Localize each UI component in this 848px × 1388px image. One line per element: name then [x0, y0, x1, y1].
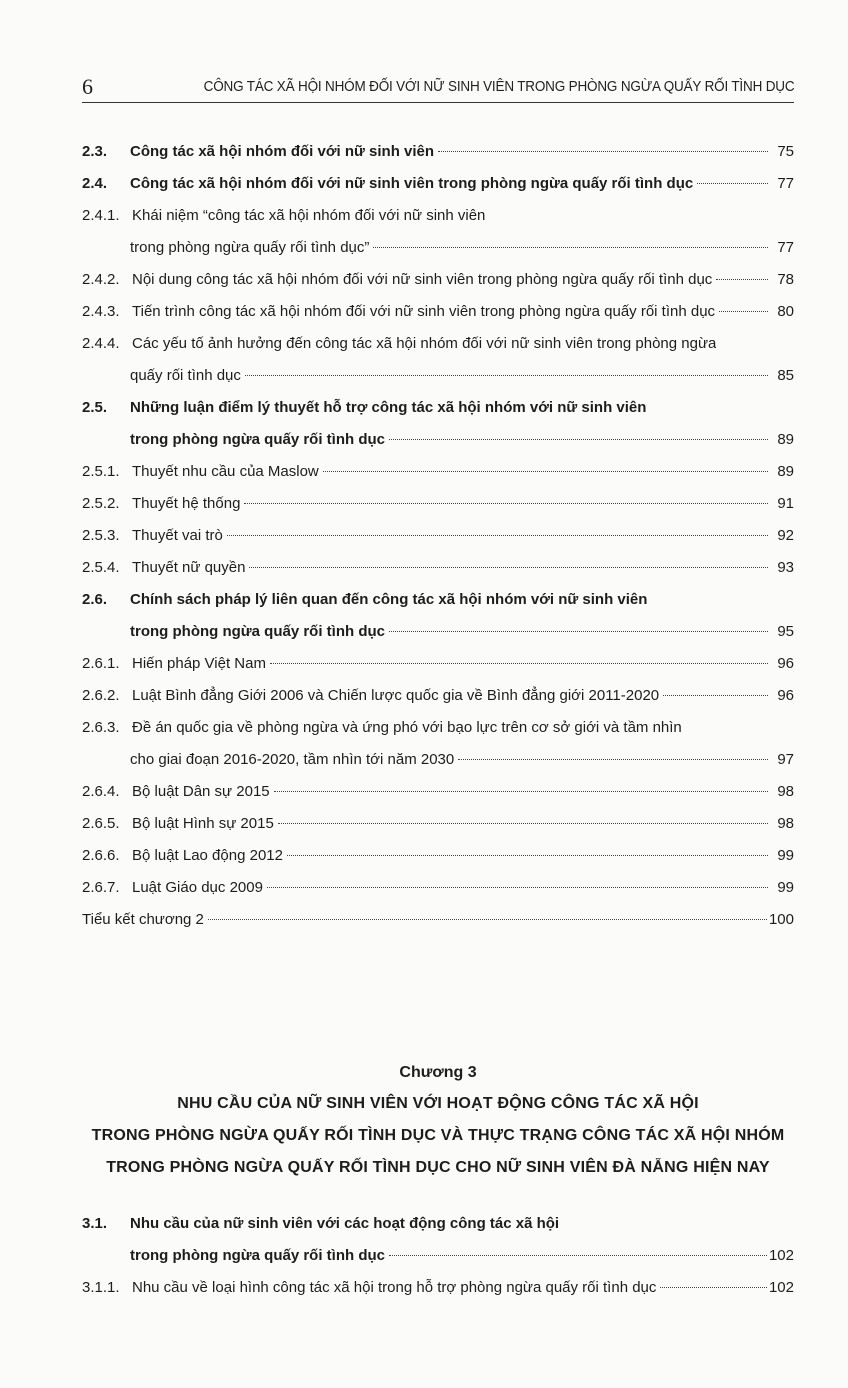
- toc-entry-title: cho giai đoạn 2016-2020, tầm nhìn tới năm 2030: [130, 751, 455, 768]
- toc-entry: [82, 1272, 794, 1304]
- toc-entry-number: 3.1.1.: [82, 1279, 120, 1296]
- toc-line: [82, 744, 794, 776]
- toc-line: [82, 200, 794, 232]
- toc-entry-title: quấy rối tình dục: [130, 367, 241, 384]
- toc-entry: [82, 136, 794, 168]
- toc-entry: [82, 328, 794, 392]
- toc-dot-leader: [249, 566, 768, 568]
- chapter-title-line-3: TRONG PHÒNG NGỪA QUẤY RỐI TÌNH DỤC CHO NỮ SINH VIÊN ĐÀ NẴNG HIỆN NAY: [106, 1159, 770, 1176]
- toc-entry-number: 2.4.1.: [82, 207, 120, 224]
- toc-page-number: 78: [777, 271, 794, 288]
- toc-entry: [82, 200, 794, 264]
- toc-page-number: 99: [777, 847, 794, 864]
- toc-entry-title: Khái niệm “công tác xã hội nhóm đối với nữ sinh viên: [132, 207, 486, 224]
- toc-entry-title: Đề án quốc gia về phòng ngừa và ứng phó với bạo lực trên cơ sở giới và tầm nhìn: [132, 719, 682, 736]
- toc-entry-title: trong phòng ngừa quấy rối tình dục”: [130, 239, 370, 256]
- toc-entry-title: trong phòng ngừa quấy rối tình dục: [130, 623, 385, 640]
- page-header: [82, 74, 794, 103]
- toc-dot-leader: [267, 886, 768, 888]
- toc-entry-number: 2.6.6.: [82, 847, 120, 864]
- toc-line: [82, 712, 794, 744]
- toc-page-number: 97: [777, 751, 794, 768]
- toc-entry: [82, 552, 794, 584]
- toc-line: [82, 520, 794, 552]
- toc-entry-number: 3.1.: [82, 1215, 108, 1232]
- toc-page-number: 95: [777, 623, 794, 640]
- toc-dot-leader: [389, 438, 768, 440]
- toc-line: [82, 168, 794, 200]
- toc-entry-number: 2.6.4.: [82, 783, 120, 800]
- toc-page-number: 96: [777, 655, 794, 672]
- toc-entry-title: Luật Bình đẳng Giới 2006 và Chiến lược quốc gia về Bình đẳng giới 2011-2020: [132, 687, 660, 704]
- toc-dot-leader: [719, 310, 768, 312]
- toc-entry-title: Thuyết nữ quyền: [132, 559, 246, 576]
- toc-entry-number: 2.6.5.: [82, 815, 120, 832]
- toc-page-number: 75: [777, 143, 794, 160]
- toc-line: [82, 488, 794, 520]
- toc-line: [82, 904, 794, 936]
- toc-page-number: 96: [777, 687, 794, 704]
- toc-page-number: 91: [777, 495, 794, 512]
- toc-entry-number: 2.4.3.: [82, 303, 120, 320]
- toc-dot-leader: [697, 182, 768, 184]
- toc-entry: [82, 840, 794, 872]
- toc-line: [82, 552, 794, 584]
- table-of-contents: [82, 136, 794, 936]
- toc-entry-title: trong phòng ngừa quấy rối tình dục: [130, 1247, 385, 1264]
- toc-page-number: 99: [777, 879, 794, 896]
- toc-entry-title: Chính sách pháp lý liên quan đến công tác xã hội nhóm với nữ sinh viên: [130, 591, 648, 608]
- toc-entry-title: Thuyết hệ thống: [132, 495, 241, 512]
- toc-dot-leader: [660, 1286, 767, 1288]
- toc-line: [82, 1272, 794, 1304]
- toc-line: [82, 1208, 794, 1240]
- toc-page-number: 93: [777, 559, 794, 576]
- toc-entry: [82, 808, 794, 840]
- toc-entry: [82, 648, 794, 680]
- toc-entry-title: Công tác xã hội nhóm đối với nữ sinh viên: [130, 143, 435, 160]
- toc-page-number: 89: [777, 463, 794, 480]
- toc-line: [82, 584, 794, 616]
- toc-dot-leader: [323, 470, 768, 472]
- toc-entry-number: 2.4.4.: [82, 335, 120, 352]
- toc-entry-number: 2.6.: [82, 591, 108, 608]
- toc-page-number: 102: [768, 1279, 794, 1296]
- toc-page-number: 80: [777, 303, 794, 320]
- toc-dot-leader: [244, 502, 768, 504]
- toc-entry-number: 2.5.2.: [82, 495, 120, 512]
- toc-dot-leader: [274, 790, 768, 792]
- table-of-contents-chapter-3: [82, 1208, 794, 1304]
- toc-entry-title: Các yếu tố ảnh hưởng đến công tác xã hội nhóm đối với nữ sinh viên trong phòng ngừa: [132, 335, 717, 352]
- toc-entry-title: Công tác xã hội nhóm đối với nữ sinh viên trong phòng ngừa quấy rối tình dục: [130, 175, 694, 192]
- toc-entry: [82, 680, 794, 712]
- toc-page-number: 98: [777, 815, 794, 832]
- toc-entry-title: Nhu cầu của nữ sinh viên với các hoạt động công tác xã hội: [130, 1215, 560, 1232]
- running-title: CÔNG TÁC XÃ HỘI NHÓM ĐỐI VỚI NỮ SINH VIÊN TRONG PHÒNG NGỪA QUẤY RỐI TÌNH DỤC: [203, 78, 794, 95]
- toc-entry: [82, 296, 794, 328]
- toc-dot-leader: [287, 854, 768, 856]
- toc-page-number: 85: [777, 367, 794, 384]
- toc-entry: [82, 168, 794, 200]
- toc-entry-title: Thuyết nhu cầu của Maslow: [132, 463, 319, 480]
- toc-entry-title: Luật Giáo dục 2009: [132, 879, 263, 896]
- toc-line: [82, 1240, 794, 1272]
- toc-entry: [82, 712, 794, 776]
- toc-page-number: 77: [777, 239, 794, 256]
- toc-entry-title: Hiến pháp Việt Nam: [132, 655, 266, 672]
- toc-dot-leader: [373, 246, 768, 248]
- toc-entry-title: Thuyết vai trò: [132, 527, 223, 544]
- toc-dot-leader: [663, 694, 768, 696]
- toc-line: [82, 680, 794, 712]
- toc-entry: [82, 520, 794, 552]
- chapter-label: Chương 3: [399, 1064, 477, 1081]
- toc-entry: [82, 392, 794, 456]
- toc-entry-title: Tiểu kết chương 2: [82, 911, 204, 928]
- toc-line: [82, 296, 794, 328]
- toc-line: [82, 616, 794, 648]
- toc-entry: [82, 488, 794, 520]
- toc-entry: [82, 456, 794, 488]
- toc-entry-number: 2.6.1.: [82, 655, 120, 672]
- toc-entry-title: Những luận điểm lý thuyết hỗ trợ công tác xã hội nhóm với nữ sinh viên: [130, 399, 647, 416]
- toc-entry-number: 2.4.2.: [82, 271, 120, 288]
- toc-entry: [82, 776, 794, 808]
- toc-dot-leader: [278, 822, 768, 824]
- toc-entry-number: 2.6.3.: [82, 719, 120, 736]
- toc-line: [82, 840, 794, 872]
- toc-entry-title: Nhu cầu về loại hình công tác xã hội trong hỗ trợ phòng ngừa quấy rối tình dục: [132, 1279, 657, 1296]
- toc-page-number: 102: [768, 1247, 794, 1264]
- toc-entry: [82, 872, 794, 904]
- toc-line: [82, 328, 794, 360]
- toc-entry-number: 2.6.2.: [82, 687, 120, 704]
- page-number: 6: [82, 74, 93, 99]
- toc-dot-leader: [389, 1254, 767, 1256]
- toc-dot-leader: [270, 662, 768, 664]
- chapter-heading: [82, 1058, 794, 1184]
- toc-line: [82, 136, 794, 168]
- toc-dot-leader: [245, 374, 768, 376]
- toc-page-number: 98: [777, 783, 794, 800]
- toc-line: [82, 456, 794, 488]
- toc-line: [82, 424, 794, 456]
- toc-dot-leader: [438, 150, 768, 152]
- toc-line: [82, 808, 794, 840]
- toc-entry-title: Bộ luật Dân sự 2015: [132, 783, 270, 800]
- toc-entry-number: 2.4.: [82, 175, 108, 192]
- toc-line: [82, 232, 794, 264]
- toc-page-number: 92: [777, 527, 794, 544]
- toc-entry-number: 2.5.: [82, 399, 108, 416]
- toc-page-number: 100: [768, 911, 794, 928]
- toc-dot-leader: [716, 278, 768, 280]
- toc-entry-title: Nội dung công tác xã hội nhóm đối với nữ sinh viên trong phòng ngừa quấy rối tình dục: [132, 271, 713, 288]
- chapter-title-line-1: NHU CẦU CỦA NỮ SINH VIÊN VỚI HOẠT ĐỘNG CÔNG TÁC XÃ HỘI: [177, 1095, 699, 1112]
- toc-entry-number: 2.5.4.: [82, 559, 120, 576]
- toc-line: [82, 648, 794, 680]
- toc-entry-title: Tiến trình công tác xã hội nhóm đối với nữ sinh viên trong phòng ngừa quấy rối tình dục: [132, 303, 716, 320]
- toc-dot-leader: [227, 534, 768, 536]
- toc-page-number: 77: [777, 175, 794, 192]
- toc-line: [82, 872, 794, 904]
- toc-dot-leader: [458, 758, 768, 760]
- toc-line: [82, 776, 794, 808]
- toc-entry-title: Bộ luật Lao động 2012: [132, 847, 283, 864]
- toc-entry-title: Bộ luật Hình sự 2015: [132, 815, 274, 832]
- toc-entry-title: trong phòng ngừa quấy rối tình dục: [130, 431, 385, 448]
- toc-entry-number: 2.3.: [82, 143, 108, 160]
- toc-line: [82, 264, 794, 296]
- toc-entry-number: 2.5.1.: [82, 463, 120, 480]
- toc-entry-number: 2.5.3.: [82, 527, 120, 544]
- toc-entry-number: 2.6.7.: [82, 879, 120, 896]
- chapter-title-line-2: TRONG PHÒNG NGỪA QUẤY RỐI TÌNH DỤC VÀ THỰC TRẠNG CÔNG TÁC XÃ HỘI NHÓM: [91, 1127, 785, 1144]
- toc-entry: [82, 904, 794, 936]
- toc-entry: [82, 264, 794, 296]
- toc-dot-leader: [389, 630, 768, 632]
- toc-page-number: 89: [777, 431, 794, 448]
- toc-entry: [82, 584, 794, 648]
- toc-line: [82, 392, 794, 424]
- toc-entry: [82, 1208, 794, 1272]
- toc-dot-leader: [208, 918, 767, 920]
- toc-line: [82, 360, 794, 392]
